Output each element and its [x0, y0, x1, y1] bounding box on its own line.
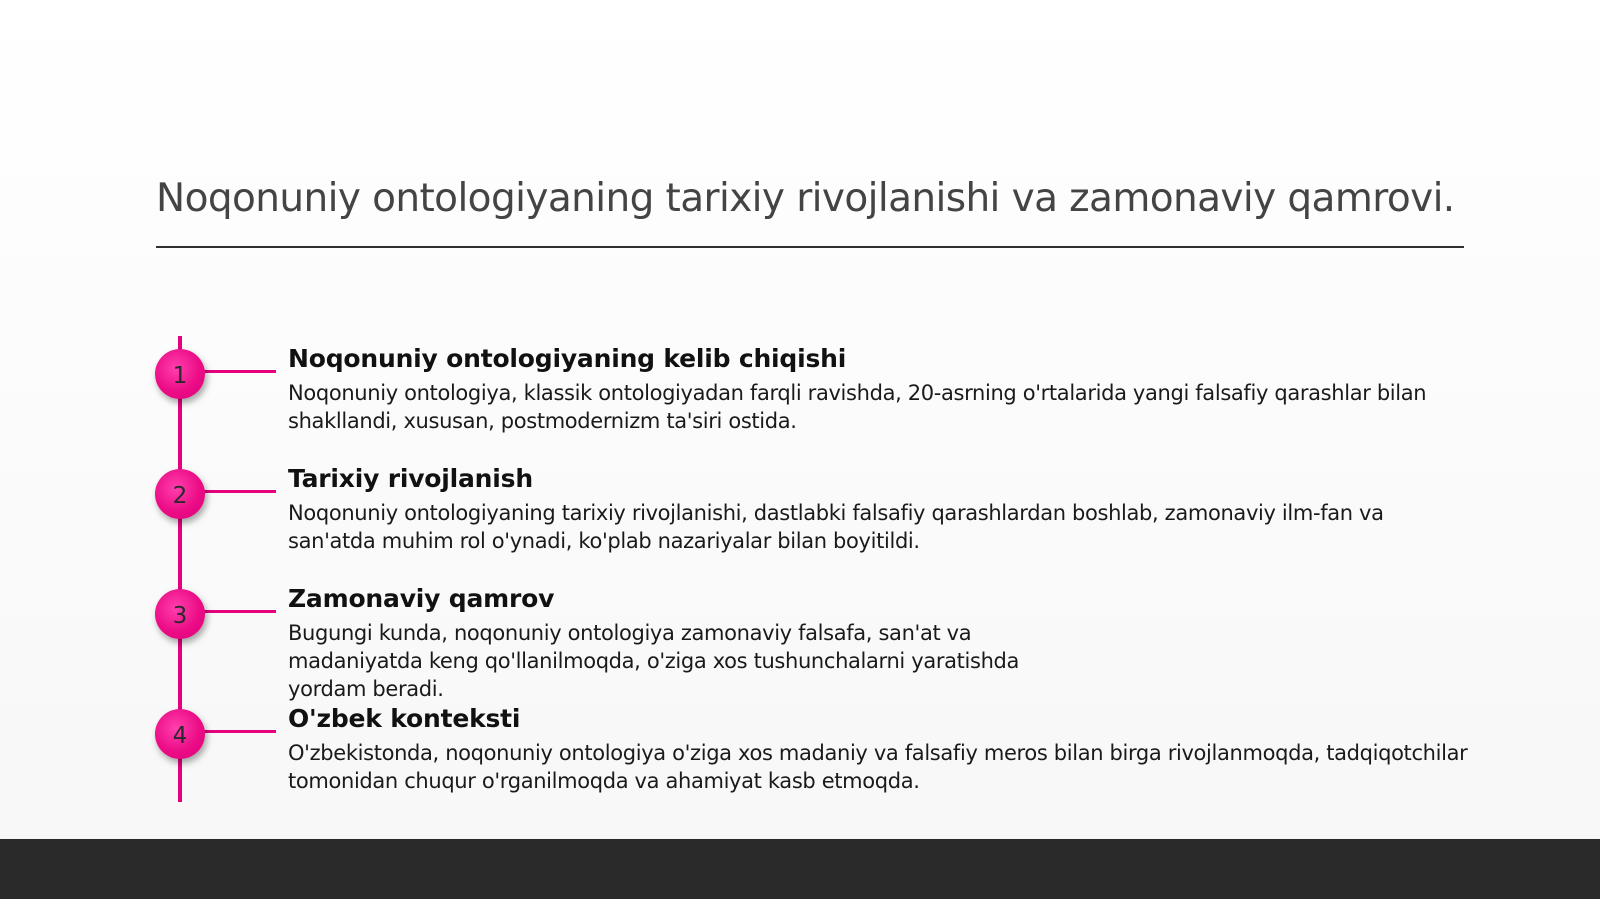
step-number: 3	[172, 603, 188, 629]
step-title: Noqonuniy ontologiyaning kelib chiqishi	[288, 344, 847, 373]
step-marker-circle	[155, 589, 205, 639]
step-number: 2	[172, 483, 188, 509]
step-description: Noqonuniy ontologiyaning tarixiy rivojlanishi, dastlabki falsafiy qarashlardan boshlab, zamonaviy ilm-fan va san'atda muhim rol o'ynadi, ko'plab nazariyalar bilan boyitildi.	[288, 501, 1384, 553]
step-description: O'zbekistonda, noqonuniy ontologiya o'ziga xos madaniy va falsafiy meros bilan birga rivojlanmoqda, tadqiqotchilar tomonidan chuqur o'rganilmoqda va ahamiyat kasb etmoqda.	[288, 741, 1468, 793]
step-description: Noqonuniy ontologiya, klassik ontologiyadan farqli ravishda, 20-asrning o'rtalarida yangi falsafiy qarashlar bilan shakllandi, xususan, postmodernizm ta'siri ostida.	[288, 381, 1427, 433]
footer-band	[0, 839, 1600, 899]
step-title: Zamonaviy qamrov	[288, 584, 555, 613]
step-title: Tarixiy rivojlanish	[288, 464, 533, 493]
step-description: Bugungi kunda, noqonuniy ontologiya zamonaviy falsafa, san'at va madaniyatda keng qo'llanilmoqda, o'ziga xos tushunchalarni yaratishda yordam beradi.	[288, 621, 1020, 701]
step-marker-circle	[155, 709, 205, 759]
step-marker-circle	[155, 349, 205, 399]
step-number: 4	[172, 723, 188, 749]
step-number: 1	[172, 363, 188, 389]
slide-title: Noqonuniy ontologiyaning tarixiy rivojlanishi va zamonaviy qamrovi.	[156, 176, 1455, 221]
step-title: O'zbek konteksti	[288, 704, 521, 733]
step-marker-circle	[155, 469, 205, 519]
title-divider	[156, 246, 1464, 248]
